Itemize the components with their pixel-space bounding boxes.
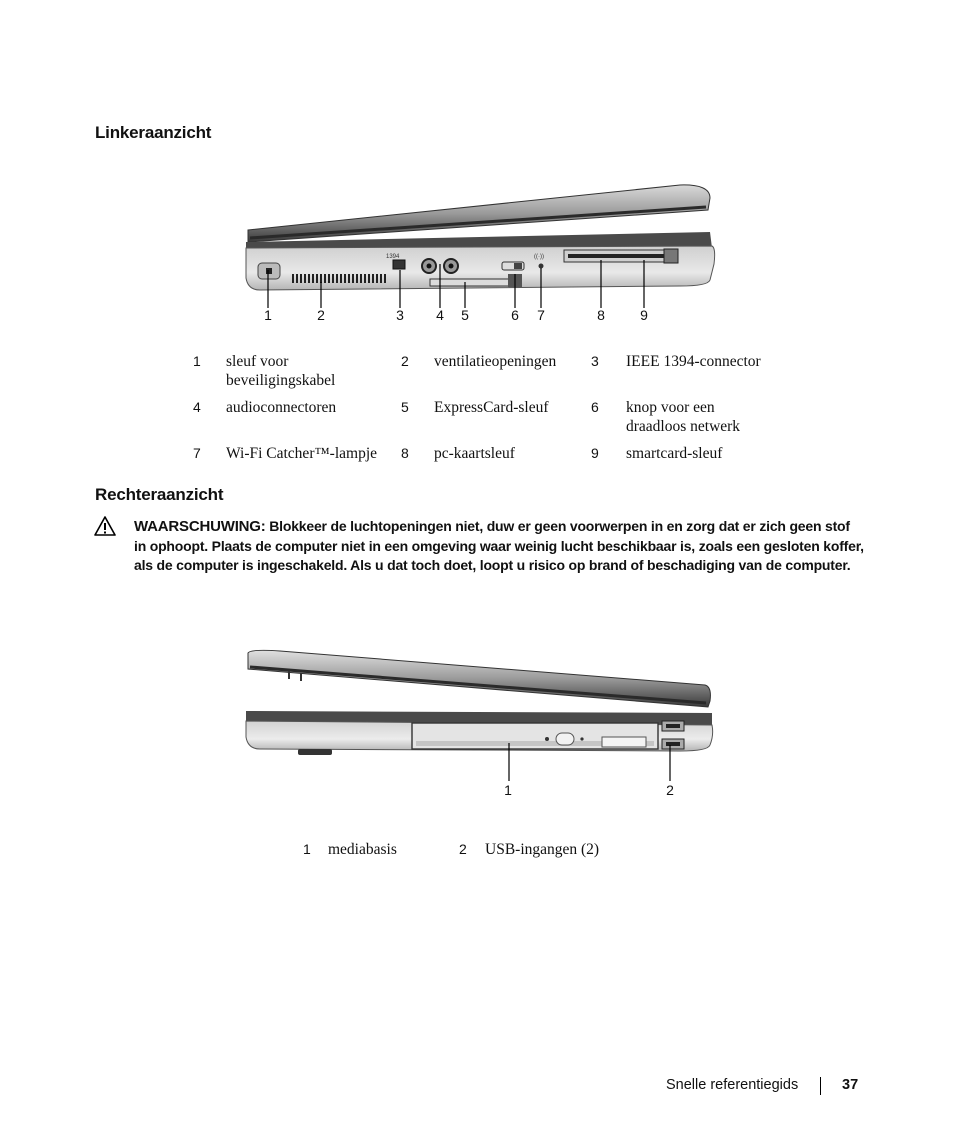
callout-8: 8 <box>597 307 605 323</box>
callout-2: 2 <box>317 307 325 323</box>
callout-2-right: 2 <box>666 782 674 798</box>
footer-divider <box>820 1077 821 1095</box>
legend-number: 8 <box>401 445 409 461</box>
section-heading-left-view: Linkeraanzicht <box>95 123 212 142</box>
legend-number: 2 <box>401 353 409 369</box>
callout-9: 9 <box>640 307 648 323</box>
callout-1-right: 1 <box>504 782 512 798</box>
legend-label: pc-kaartsleuf <box>434 445 515 462</box>
legend-number: 3 <box>591 353 599 369</box>
warning-triangle-icon <box>94 515 116 537</box>
legend-number: 1 <box>303 841 311 857</box>
legend-number: 2 <box>459 841 467 857</box>
callout-1: 1 <box>264 307 272 323</box>
callout-6: 6 <box>511 307 519 323</box>
legend-number: 6 <box>591 399 599 415</box>
legend-label: USB-ingangen (2) <box>485 841 600 858</box>
callout-4: 4 <box>436 307 444 323</box>
legend-label: IEEE 1394-connector <box>626 353 761 370</box>
legend-label: mediabasis <box>328 841 397 858</box>
callout-7: 7 <box>537 307 545 323</box>
callout-leader-lines-left <box>240 260 660 310</box>
footer-title: Snelle referentiegids <box>666 1077 799 1093</box>
legend-label: knop voor een draadloos netwerk <box>626 399 741 435</box>
callout-3: 3 <box>396 307 404 323</box>
legend-label: sleuf voor beveiligingskabel <box>226 353 336 389</box>
legend-number: 7 <box>193 445 201 461</box>
callout-leader-lines-right <box>490 735 690 785</box>
callout-5: 5 <box>461 307 469 323</box>
warning-notice <box>134 517 864 576</box>
warning-label: WAARSCHUWING: <box>134 518 266 535</box>
svg-text:1394: 1394 <box>386 254 400 260</box>
legend-label: Wi-Fi Catcher™-lampje <box>226 445 378 462</box>
legend-number: 4 <box>193 399 201 415</box>
svg-text:((·)): ((·)) <box>534 254 544 260</box>
legend-label: ExpressCard-sleuf <box>434 399 549 416</box>
legend-number: 1 <box>193 353 201 369</box>
page-number: 37 <box>842 1077 859 1093</box>
legend-label: audioconnectoren <box>226 399 337 416</box>
section-heading-right-view: Rechteraanzicht <box>95 485 224 504</box>
legend-label: ventilatieopeningen <box>434 353 557 370</box>
legend-label: smartcard-sleuf <box>626 445 723 462</box>
legend-number: 9 <box>591 445 599 461</box>
legend-number: 5 <box>401 399 409 415</box>
warning-text: Blokkeer de luchtopeningen niet, duw er geen voorwerpen in en zorg dat er zich geen stof in ophoopt. Plaats de computer niet in een omgeving waar weinig lucht beschikbaar is, zoals een gesloten koffer, als de computer is ingeschakeld. Als u dat toch doet, loopt u risico op brand of beschadiging van de computer. <box>134 518 864 573</box>
